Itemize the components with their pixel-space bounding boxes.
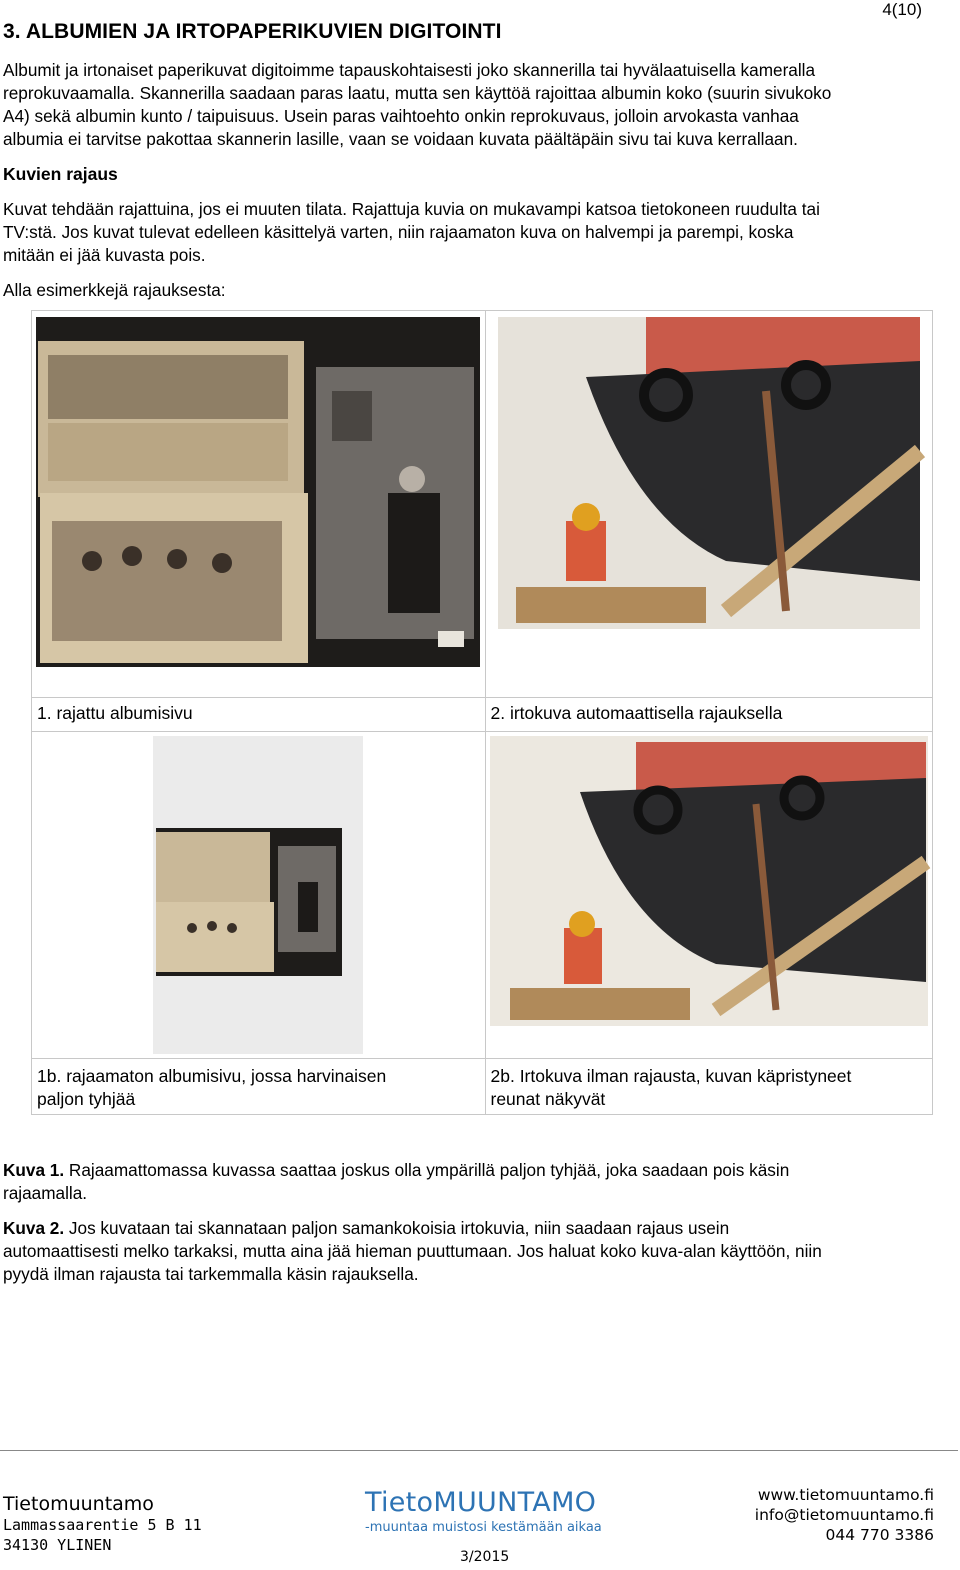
cell-auto-cropped-photo (485, 311, 933, 698)
cell-cropped-album (32, 311, 486, 698)
cropping-line: Kuvat tehdään rajattuina, jos ei muuten tilata. Rajattuja kuvia on mukavampi katsoa tietokoneen ruudulta tai (3, 199, 820, 219)
photo-cropped-album-page (32, 311, 484, 697)
figure-caption-1 (3, 1159, 958, 1205)
figure-caption-text: pyydä ilman rajausta tai tarkemmalla käsin rajauksella. (3, 1264, 419, 1284)
logo-tagline: -muuntaa muistosi kestämään aikaa (365, 1520, 602, 1535)
figure-caption-text: automaattisesti melko tarkaksi, mutta aina jää hieman puuttumaan. Jos haluat koko kuva-alan käyttöön, niin (3, 1241, 822, 1261)
examples-intro: Alla esimerkkejä rajauksesta: (3, 280, 226, 300)
intro-line: albumia ei tarvitse pakottaa skannerin lasille, vaan se voidaan kuvata päältäpäin sivu tai kuva kerrallaan. (3, 129, 798, 149)
footer-address (3, 1493, 202, 1555)
caption-1: 1. rajattu albumisivu (32, 698, 486, 732)
cropping-line: TV:stä. Jos kuvat tulevat edelleen käsittelyä varten, niin rajaamaton kuva on halvempi ja parempi, koska (3, 222, 794, 242)
caption-1b-line: 1b. rajaamaton albumisivu, jossa harvinaisen (37, 1066, 387, 1086)
logo-word-1: Tieto (365, 1487, 434, 1518)
photo-uncropped-album-page (32, 732, 484, 1058)
intro-line: A4) sekä albumin kunto / taipuisuus. Usein paras vaihtoehto onkin reprokuvaus, jolloin arvokasta vanhaa (3, 106, 799, 126)
footer-date: 3/2015 (460, 1549, 510, 1565)
cell-uncropped-album (32, 732, 486, 1059)
section-heading: 3. ALBUMIEN JA IRTOPAPERIKUVIEN DIGITOINTI (3, 20, 502, 43)
intro-paragraph (3, 59, 958, 151)
figure-caption-2 (3, 1217, 958, 1286)
page-number: 4(10) (882, 0, 922, 19)
footer-postcode: 34130 YLINEN (3, 1536, 112, 1554)
figure-label-2: Kuva 2. (3, 1218, 65, 1238)
figure-caption-text: Jos kuvataan tai skannataan paljon samankokoisia irtokuvia, niin saadaan rajaus usein (64, 1218, 730, 1238)
footer-website-link[interactable]: www.tietomuuntamo.fi (757, 1486, 934, 1504)
figure-caption-text: rajaamalla. (3, 1183, 88, 1203)
caption-2b-line: 2b. Irtokuva ilman rajausta, kuvan käpristyneet (490, 1066, 852, 1086)
caption-2b (485, 1059, 933, 1115)
figure-label-1: Kuva 1. (3, 1160, 65, 1180)
cropping-line: mitään ei jää kuvasta pois. (3, 245, 206, 265)
footer-street: Lammassaarentie 5 B 11 (3, 1516, 202, 1534)
footer-divider (0, 1450, 958, 1451)
caption-1b (32, 1059, 486, 1115)
caption-2b-line: reunat näkyvät (490, 1089, 606, 1109)
examples-table (31, 310, 933, 1115)
photo-uncropped-boat (486, 732, 932, 1058)
footer-email-link[interactable]: info@tietomuuntamo.fi (754, 1506, 934, 1524)
footer-contact (755, 1485, 934, 1545)
figure-caption-text: Rajaamattomassa kuvassa saattaa joskus olla ympärillä paljon tyhjää, joka saadaan pois käsin (64, 1160, 790, 1180)
subheading-cropping: Kuvien rajaus (3, 164, 118, 184)
cell-uncropped-photo (485, 732, 933, 1059)
caption-2: 2. irtokuva automaattisella rajauksella (485, 698, 933, 732)
footer-phone: 044 770 3386 (825, 1526, 934, 1544)
logo-word-2: MUUNTAMO (433, 1487, 597, 1518)
photo-auto-cropped-boat (486, 311, 932, 697)
footer-company: Tietomuuntamo (3, 1493, 154, 1515)
cropping-paragraph (3, 198, 958, 267)
intro-line: reprokuvaamalla. Skannerilla saadaan paras laatu, mutta sen käyttöä rajoittaa albumin koko (suurin sivukoko (3, 83, 832, 103)
company-logo (365, 1487, 602, 1535)
caption-1b-line: paljon tyhjää (37, 1089, 136, 1109)
intro-line: Albumit ja irtonaiset paperikuvat digitoimme tapauskohtaisesti joko skannerilla tai hyvälaatuisella kameralla (3, 60, 816, 80)
